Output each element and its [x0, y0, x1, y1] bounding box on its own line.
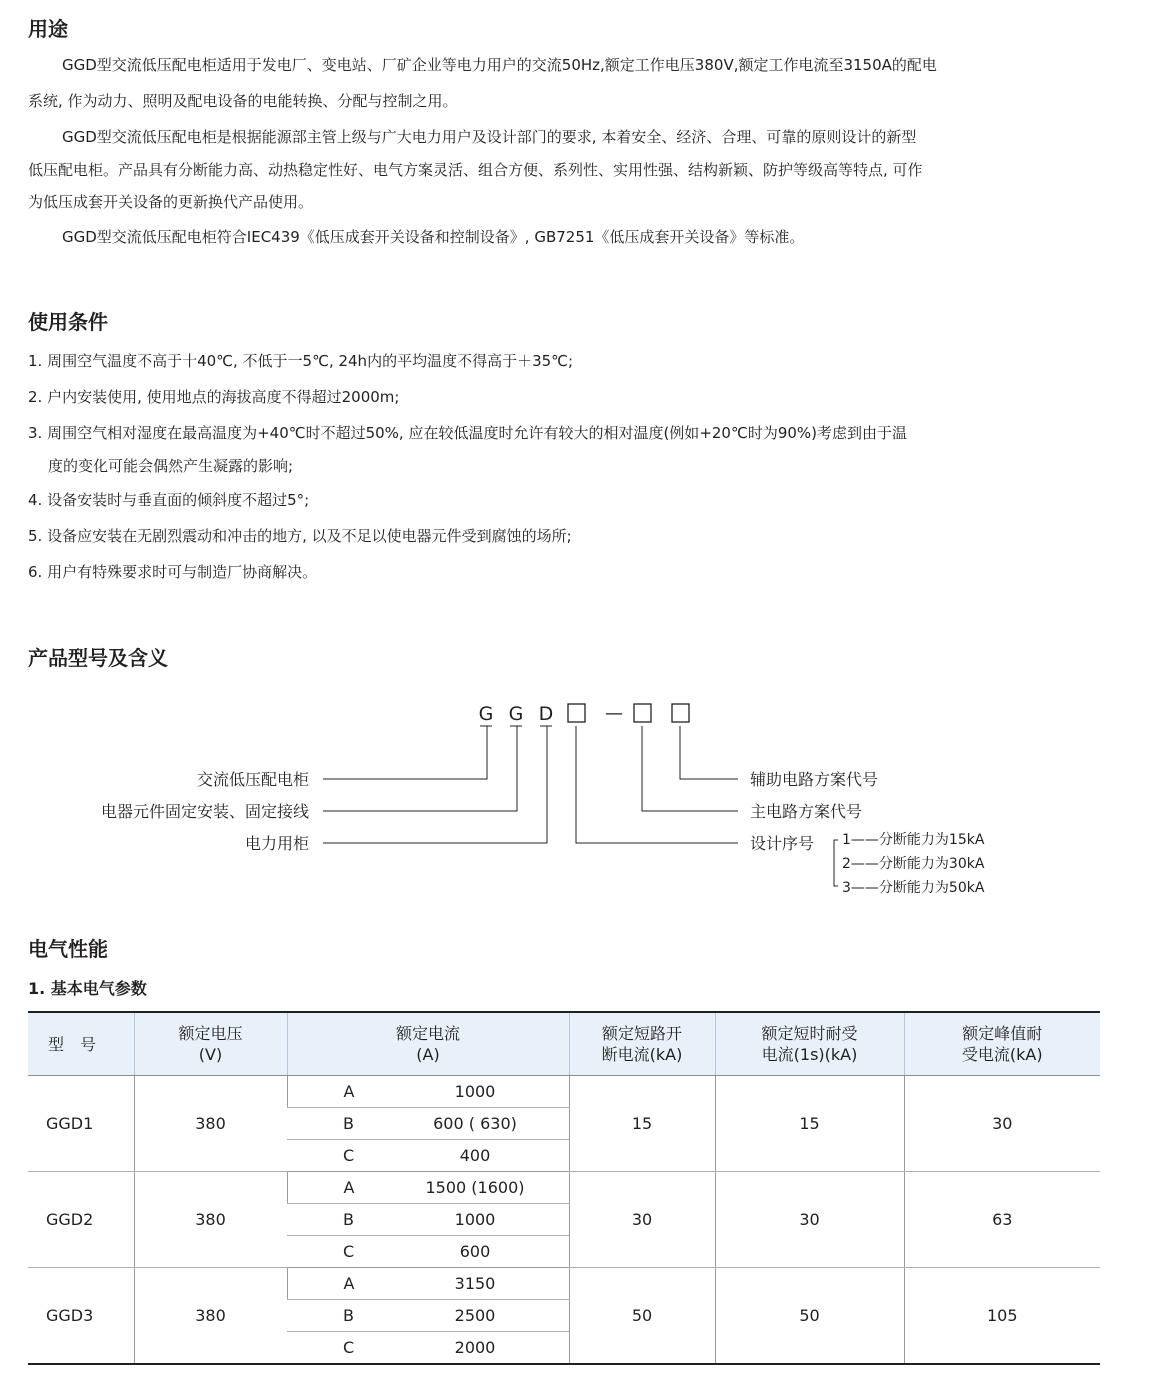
- condition-item-2: 2. 户内安装使用, 使用地点的海拔高度不得超过2000m;: [28, 388, 400, 406]
- table-row: [28, 1268, 1100, 1300]
- header-model: 型 号: [28, 1012, 134, 1076]
- section-heading-electrical: 电气性能: [28, 937, 108, 961]
- usage-paragraph-3: GGD型交流低压配电柜符合IEC439《低压成套开关设备和控制设备》, GB7251《低压成套开关设备》等标准。: [62, 228, 805, 246]
- cell-model: GGD3: [28, 1268, 134, 1365]
- cell-voltage: 380: [134, 1172, 287, 1268]
- table-header-row: [28, 1012, 1100, 1076]
- usage-paragraph-2-line-1: GGD型交流低压配电柜是根据能源部主管上级与广大电力用户及设计部门的要求, 本着安全、经济、合理、可靠的原则设计的新型: [62, 128, 917, 146]
- condition-item-4: 4. 设备安装时与垂直面的倾斜度不超过5°;: [28, 491, 310, 509]
- cell-peak: 105: [904, 1268, 1100, 1365]
- section-heading-usage: 用途: [28, 17, 68, 41]
- right-label-aux-circuit: 辅助电路方案代号: [750, 770, 879, 789]
- header-shorttime: 额定短时耐受 电流(1s)(kA): [715, 1012, 904, 1076]
- header-voltage: 额定电压 (V): [134, 1012, 287, 1076]
- cell-peak: 63: [904, 1172, 1100, 1268]
- code-letter-d: D: [538, 703, 554, 725]
- cell-grade: A: [287, 1268, 390, 1300]
- code-box-aux-circuit: [672, 704, 689, 722]
- header-breaking: 额定短路开 断电流(kA): [569, 1012, 715, 1076]
- header-current: 额定电流 (A): [287, 1012, 569, 1076]
- design-option-2: 2——分断能力为30kA: [842, 856, 985, 872]
- cell-current: 400: [390, 1140, 569, 1172]
- usage-paragraph-2-line-2: 低压配电柜。产品具有分断能力高、动热稳定性好、电气方案灵活、组合方便、系列性、实用性强、结构新颖、防护等级高等特点, 可作: [28, 161, 923, 179]
- cell-shorttime: 30: [715, 1172, 904, 1268]
- cell-grade: B: [287, 1204, 390, 1236]
- table-row: [28, 1076, 1100, 1108]
- condition-item-1: 1. 周围空气温度不高于十40℃, 不低于一5℃, 24h内的平均温度不得高于＋35℃;: [28, 352, 574, 370]
- condition-item-6: 6. 用户有特殊要求时可与制造厂协商解决。: [28, 563, 318, 581]
- leader-line-ac-cabinet: [323, 726, 487, 779]
- right-label-main-circuit: 主电路方案代号: [750, 802, 863, 821]
- cell-shorttime: 15: [715, 1076, 904, 1172]
- code-letter-g1: G: [478, 703, 494, 725]
- cell-peak: 30: [904, 1076, 1100, 1172]
- usage-paragraph-1-line-2: 系统, 作为动力、照明及配电设备的电能转换、分配与控制之用。: [28, 92, 458, 110]
- subheading-basic-params: 1. 基本电气参数: [28, 979, 147, 998]
- code-box-main-circuit: [634, 704, 651, 722]
- condition-item-3-line-2: 度的变化可能会偶然产生凝露的影响;: [48, 457, 294, 475]
- right-label-design-no: 设计序号: [750, 834, 815, 853]
- cell-breaking: 50: [569, 1268, 715, 1365]
- electrical-params-table: [28, 1011, 1100, 1365]
- cell-grade: C: [287, 1332, 390, 1365]
- cell-shorttime: 50: [715, 1268, 904, 1365]
- cell-breaking: 30: [569, 1172, 715, 1268]
- left-label-fixed-install: 电器元件固定安装、固定接线: [100, 802, 309, 821]
- leader-line-power-cabinet: [323, 726, 547, 843]
- cell-current: 600: [390, 1236, 569, 1268]
- cell-current: 2000: [390, 1332, 569, 1365]
- cell-grade: A: [287, 1172, 390, 1204]
- cell-current: 1000: [390, 1076, 569, 1108]
- cell-grade: B: [287, 1108, 390, 1140]
- bracket-design-options: [834, 840, 838, 886]
- leader-line-aux-circuit: [680, 726, 738, 779]
- cell-model: GGD2: [28, 1172, 134, 1268]
- cell-grade: A: [287, 1076, 390, 1108]
- model-code-diagram: [0, 690, 1150, 910]
- condition-item-5: 5. 设备应安装在无剧烈震动和冲击的地方, 以及不足以使电器元件受到腐蚀的场所;: [28, 527, 572, 545]
- cell-current: 3150: [390, 1268, 569, 1300]
- leader-line-design-no: [576, 726, 738, 843]
- usage-paragraph-1-line-1: GGD型交流低压配电柜适用于发电厂、变电站、厂矿企业等电力用户的交流50Hz,额定工作电压380V,额定工作电流至3150A的配电: [62, 56, 937, 74]
- section-heading-conditions: 使用条件: [28, 310, 108, 334]
- leader-line-fixed-install: [323, 726, 517, 811]
- cell-current: 1500 (1600): [390, 1172, 569, 1204]
- condition-item-3-line-1: 3. 周围空气相对湿度在最高温度为+40℃时不超过50%, 应在较低温度时允许有较大的相对温度(例如+20℃时为90%)考虑到由于温: [28, 424, 908, 442]
- table-row: [28, 1172, 1100, 1204]
- cell-grade: B: [287, 1300, 390, 1332]
- left-label-power-cabinet: 电力用柜: [244, 834, 309, 853]
- usage-paragraph-2-line-3: 为低压成套开关设备的更新换代产品使用。: [28, 193, 314, 211]
- cell-voltage: 380: [134, 1076, 287, 1172]
- header-peak: 额定峰值耐 受电流(kA): [904, 1012, 1100, 1076]
- cell-model: GGD1: [28, 1076, 134, 1172]
- left-label-ac-cabinet: 交流低压配电柜: [196, 770, 309, 789]
- code-letter-g2: G: [508, 703, 524, 725]
- code-dash: —: [605, 703, 623, 724]
- leader-line-main-circuit: [642, 726, 738, 811]
- cell-current: 2500: [390, 1300, 569, 1332]
- cell-voltage: 380: [134, 1268, 287, 1365]
- code-box-design: [568, 704, 585, 722]
- cell-current: 1000: [390, 1204, 569, 1236]
- section-heading-model: 产品型号及含义: [28, 646, 168, 670]
- cell-grade: C: [287, 1140, 390, 1172]
- design-option-1: 1——分断能力为15kA: [842, 832, 985, 848]
- design-option-3: 3——分断能力为50kA: [842, 880, 985, 896]
- cell-current: 600 ( 630): [390, 1108, 569, 1140]
- cell-grade: C: [287, 1236, 390, 1268]
- cell-breaking: 15: [569, 1076, 715, 1172]
